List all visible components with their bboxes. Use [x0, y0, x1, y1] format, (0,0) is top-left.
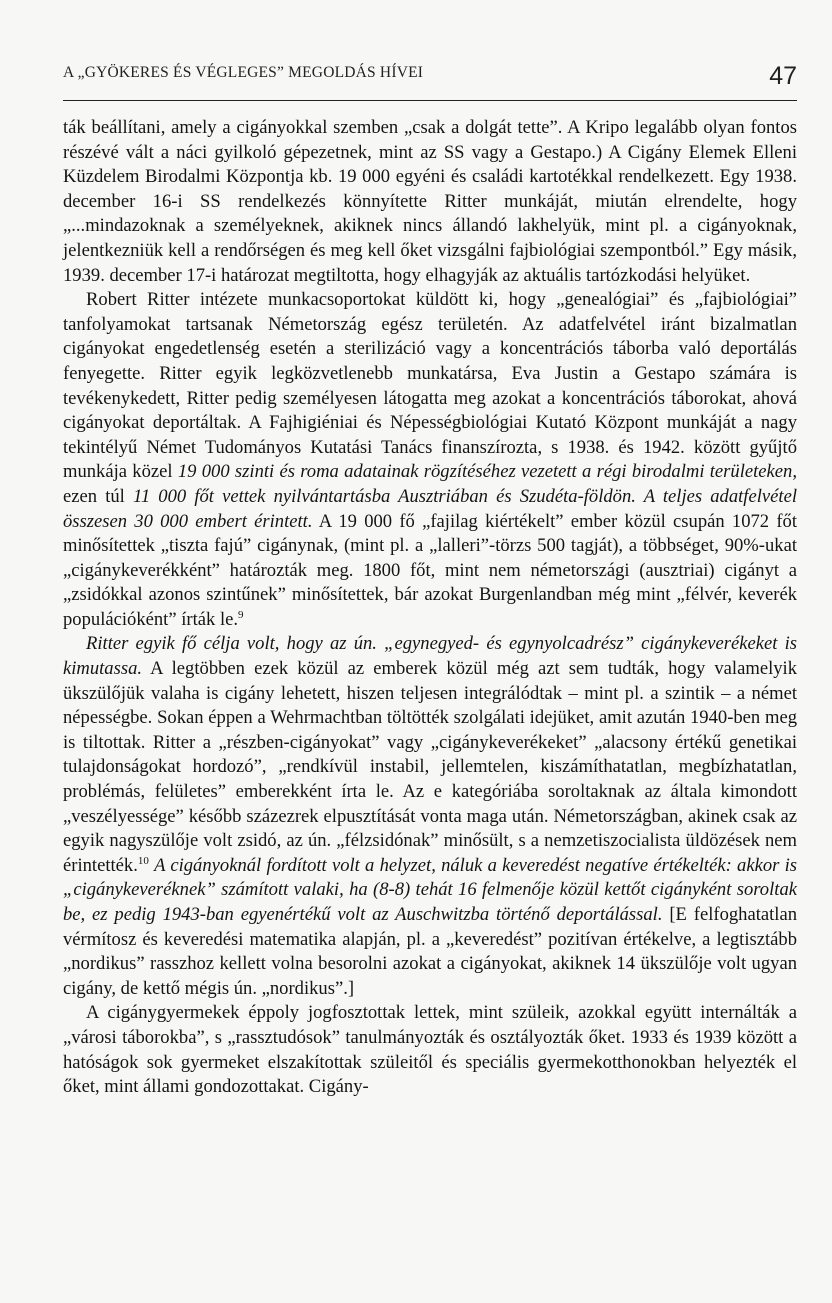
- paragraph: [63, 632, 797, 1001]
- page-number: 47: [769, 62, 797, 90]
- text-run: ezen túl: [63, 485, 133, 507]
- text-run: A 19 000 fő „fajilag kiértékelt” ember közül csupán 1072 főt minősítettek „tiszta fajú” cigánynak, (mint pl. a „lalleri”-törzs 500 tagját), a többséget, 90%-ukat „cigánykeverékként” határozták meg. 1800 főt, mint nem németországi (ausztriai) cigányt a „zsidókkal azonos szintűnek” minősítettek, bár azokat Burgenlandban még mint „félvér, keverék populációként” írták le.: [63, 510, 797, 630]
- footnote-marker: 9: [238, 608, 244, 621]
- text-run: Robert Ritter intézete munkacsoportokat küldött ki, hogy „genealógiai” és „fajbiológiai” tanfolyamokat tartsanak Németország egész területén. Az adatfelvétel iránt bizalmatlan cigányokat engedetlenség esetén a sterilizáció vagy a koncentrációs táborba való deportálás fenyegette. Ritter egyik legközvetlenebb munkatársa, Eva Justin a Gestapo számára is tevékenykedett, Ritter pedig személyesen látogatta meg azokat a koncentrációs táborokat, ahová cigányokat deportáltak. A Fajhigiéniai és Népességbiológiai Kutató Központ munkáját a nagy tekintélyű Német Tudományos Kutatási Tanács finanszírozta, s 1938. és 1942. között gyűjtő munkája közel: [63, 289, 797, 483]
- paragraph: [63, 116, 797, 288]
- text-run: [E felfoghatatlan vérmítosz és keveredési matematika alapján, pl. a „keveredést” pozitívan értékelve, a legtisztább „nordikus” rasszhoz kellett volna besorolni azokat a cigányokat, akiknek 14 ükszülője volt ugyan cigány, de kettő mégis ún. „nordikus”.]: [63, 904, 798, 999]
- paragraph: [63, 1001, 797, 1099]
- text-run: A cigánygyermekek éppoly jogfosztottak lettek, mint szüleik, azokkal együtt internálták a „városi táborokba”, s „rassztudósok” tanulmányozták és osztályozták őket. 1933 és 1939 között a hatóságok sok gyermeket elszakítottak szüleitől és speciális gyermekotthonokban helyezték el őket, mint állami gondozottakat. Cigány-: [63, 1002, 797, 1098]
- italic-text: 19 000 szinti és roma adatainak rögzítéséhez vezetett a régi birodalmi területeken,: [177, 461, 798, 483]
- text-run: A legtöbben ezek közül az emberek közül még azt sem tudták, hogy valamelyik ükszülőjük valaha is cigány lehetett, hiszen teljesen integrálódtak – mint pl. a szintik – a német népességbe. Sokan éppen a Wehrmachtban töltötték szolgálati idejüket, amit azután 1940-ben meg is tiltottak. Ritter a „részben-cigányokat” vagy „cigánykeverékeket” „alacsony értékű genetikai tulajdonságokat hordozó”, „rendkívül instabil, jellemtelen, kiszámíthatatlan, megbízhatatlan, problémás, felületes” emberekként írta le. Az e kategóriába soroltaknak az általa kimondott „veszélyessége” később százezrek elpusztítását vonta maga után. Németországban, akinek csak az egyik nagyszülője volt zsidó, az ún. „félzsidónak” minősült, s a nemzetiszocialista üldözések nem érintették.: [63, 658, 797, 876]
- paragraph: [63, 288, 797, 632]
- running-title: A „GYÖKERES ÉS VÉGLEGES” MEGOLDÁS HÍVEI: [63, 64, 424, 81]
- page-header: [63, 60, 797, 101]
- italic-text: A cigányoknál fordított volt a helyzet, náluk a keveredést negatíve értékelték: akkor is „cigánykeveréknek” számított valaki, ha (8-8) tehát 16 felmenője közül kettőt cigányként soroltak be, ez pedig 1943-ban egyenértékű volt az Auschwitzba történő deportálással.: [63, 854, 797, 925]
- italic-text: Ritter egyik fő célja volt, hogy az ún. „egynegyed- és egynyolcadrész” cigánykeverékeket is kimutassa.: [63, 633, 797, 680]
- body-text: [63, 116, 797, 1100]
- italic-text: 11 000 főt vettek nyilvántartásba Ausztriában és Szudéta-földön. A teljes adatfelvétel összesen 30 000 embert érintett.: [63, 485, 797, 532]
- text-run: ták beállítani, amely a cigányokkal szemben „csak a dolgát tette”. A Kripo legalább olyan fontos részévé vált a náci gyilkoló gépezetnek, mint az SS vagy a Gestapo.) A Cigány Elemek Elleni Küzdelem Birodalmi Központja kb. 19 000 egyéni és családi kartotékkal rendelkezett. Egy 1938. december 16-i SS rendelkezés könnyítette Ritter munkáját, miután elrendelte, hogy „...mindazoknak a személyeknek, akiknek nincs állandó lakhelyük, mint pl. a cigányoknak, jelentkezniük kell a rendőrségen és meg kell őket vizsgálni fajbiológiai szempontból.” Egy másik, 1939. december 17-i határozat megtiltotta, hogy elhagyják az aktuális tartózkodási helyüket.: [63, 117, 797, 286]
- footnote-marker: 10: [137, 854, 149, 867]
